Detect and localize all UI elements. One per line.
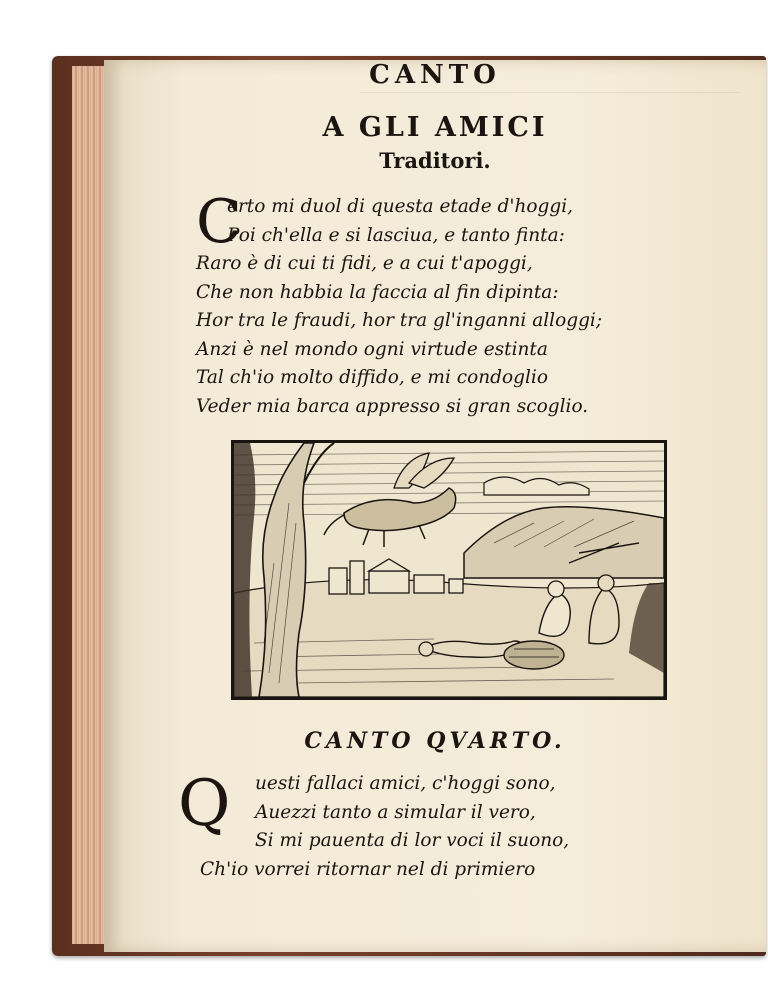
stanza-1 xyxy=(196,187,736,421)
woodcut-illustration xyxy=(231,440,667,700)
drop-cap: C xyxy=(196,187,242,257)
verse-line: Ch'io vorrei ritornar nel di primiero xyxy=(200,858,536,880)
canto-number: CANTO QVARTO. xyxy=(304,728,566,754)
verse-line: Che non habbia la faccia al fin dipinta: xyxy=(196,281,559,303)
verse-line: erto mi duol di questa etade d'hoggi, xyxy=(227,196,574,217)
verse-line: Anzi è nel mondo ogni virtude estinta xyxy=(196,338,548,360)
drop-cap: Q xyxy=(178,767,231,841)
dedication-title: A GLI AMICI xyxy=(322,112,548,143)
dedication-subtitle: Traditori. xyxy=(379,148,491,173)
verse-line: Veder mia barca appresso si gran scoglio. xyxy=(196,395,589,417)
woodcut-illustration-icon xyxy=(234,443,664,697)
verse-line: Hor tra le fraudi, hor tra gl'inganni alloggi; xyxy=(196,310,603,331)
verse-line: Poi ch'ella e si lasciua, e tanto finta: xyxy=(227,224,565,246)
stanza-2 xyxy=(200,770,735,884)
verse-line: Si mi pauenta di lor voci il suono, xyxy=(255,830,570,851)
verse-line: Raro è di cui ti fidi, e a cui t'apoggi, xyxy=(196,253,533,274)
verse-line: Tal ch'io molto diffido, e mi condoglio xyxy=(196,367,548,388)
running-head: CANTO xyxy=(369,60,501,90)
verse-line: uesti fallaci amici, c'hoggi sono, xyxy=(255,773,556,794)
verse-line: Auezzi tanto a simular il vero, xyxy=(255,801,536,823)
